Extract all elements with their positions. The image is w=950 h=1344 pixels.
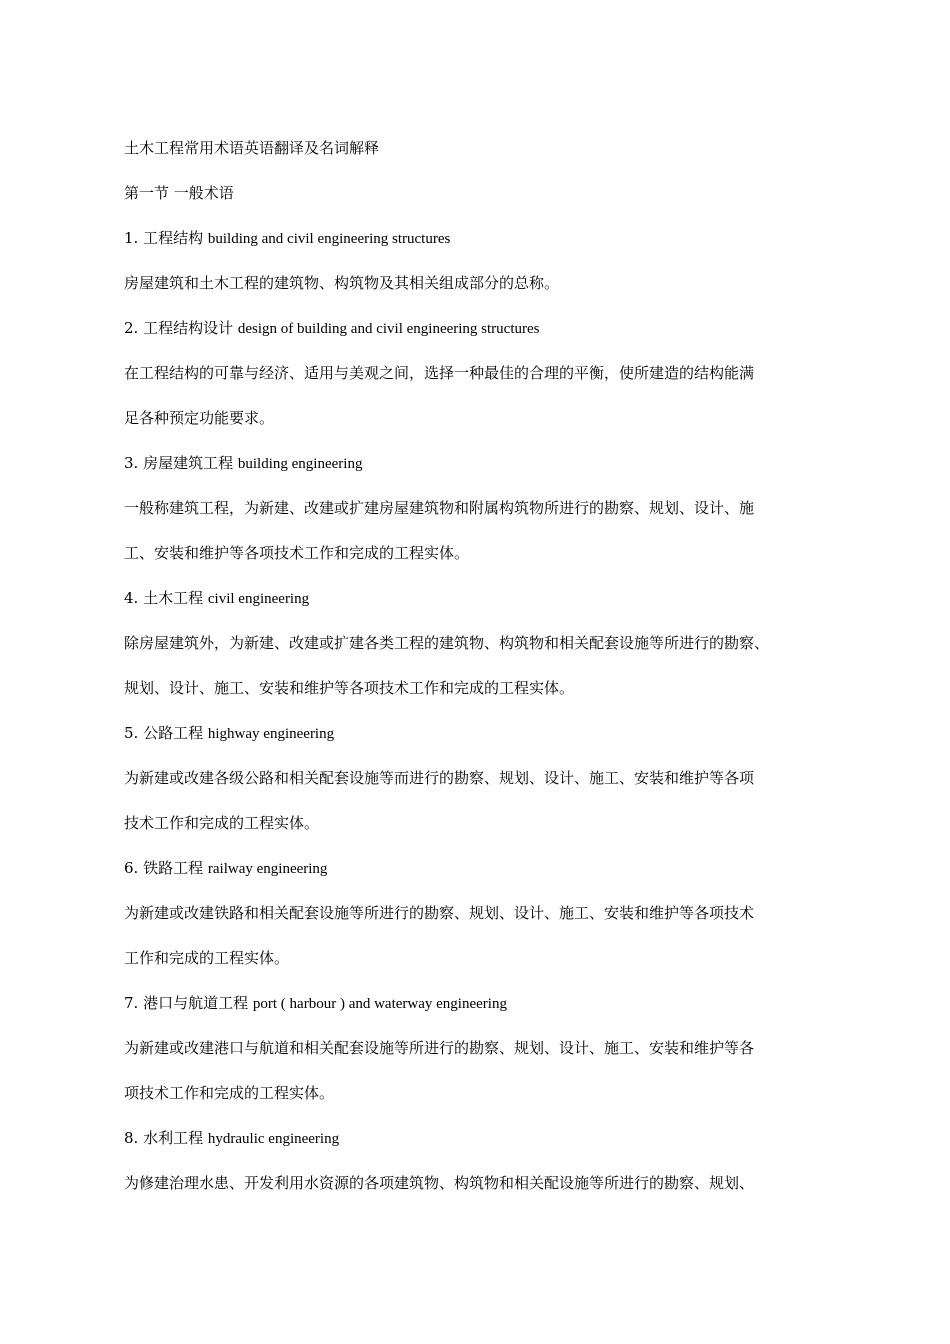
- term-chinese: 房屋建筑工程: [143, 454, 234, 472]
- term-definition-line: 工、安装和维护等各项技术工作和完成的工程实体。: [124, 544, 470, 562]
- term-english: hydraulic engineering: [207, 1131, 340, 1147]
- term-number: 4.: [124, 589, 139, 607]
- term-heading: [124, 846, 834, 891]
- term-number: 1.: [124, 229, 139, 247]
- term-english: railway engineering: [207, 861, 328, 877]
- term-chinese: 港口与航道工程: [143, 994, 249, 1012]
- term-chinese: 工程结构设计: [143, 319, 234, 337]
- term-english: port ( harbour ) and waterway engineering: [252, 996, 507, 1012]
- term-definition-line: 除房屋建筑外，为新建、改建或扩建各类工程的建筑物、构筑物和相关配套设施等所进行的勘察、: [124, 634, 770, 652]
- term-definition-line: 房屋建筑和土木工程的建筑物、构筑物及其相关组成部分的总称。: [124, 274, 560, 292]
- term-number: 3.: [124, 454, 139, 472]
- term-definition-line: 为新建或改建港口与航道和相关配套设施等所进行的勘察、规划、设计、施工、安装和维护等各: [124, 1039, 755, 1057]
- term-number: 5.: [124, 724, 139, 742]
- term-definition-line: 项技术工作和完成的工程实体。: [124, 1084, 335, 1102]
- term-heading: [124, 981, 834, 1026]
- term-definition-line: 技术工作和完成的工程实体。: [124, 814, 320, 832]
- term-chinese: 铁路工程: [143, 859, 204, 877]
- term-heading: [124, 216, 834, 261]
- document-title: 土木工程常用术语英语翻译及名词解释: [124, 139, 380, 157]
- term-chinese: 水利工程: [143, 1129, 204, 1147]
- term-definition-line: 为新建或改建各级公路和相关配套设施等而进行的勘察、规划、设计、施工、安装和维护等各项: [124, 769, 755, 787]
- term-english: design of building and civil engineering structures: [237, 321, 540, 337]
- term-definition-line: 为新建或改建铁路和相关配套设施等所进行的勘察、规划、设计、施工、安装和维护等各项技术: [124, 904, 755, 922]
- term-chinese: 公路工程: [143, 724, 204, 742]
- term-english: building engineering: [237, 456, 363, 472]
- term-english: civil engineering: [207, 591, 310, 607]
- term-chinese: 土木工程: [143, 589, 204, 607]
- term-heading: [124, 306, 834, 351]
- term-definition-line: 为修建治理水患、开发利用水资源的各项建筑物、构筑物和相关配设施等所进行的勘察、规划、: [124, 1174, 755, 1192]
- term-definition-line: 足各种预定功能要求。: [124, 409, 275, 427]
- term-english: building and civil engineering structures: [207, 231, 451, 247]
- term-heading: [124, 576, 834, 621]
- term-english: highway engineering: [207, 726, 335, 742]
- term-definition-line: 一般称建筑工程，为新建、改建或扩建房屋建筑物和附属构筑物所进行的勘察、规划、设计、施: [124, 499, 755, 517]
- term-heading: [124, 1116, 834, 1161]
- term-number: 8.: [124, 1129, 139, 1147]
- term-number: 6.: [124, 859, 139, 877]
- term-definition-line: 工作和完成的工程实体。: [124, 949, 290, 967]
- term-definition-line: 规划、设计、施工、安装和维护等各项技术工作和完成的工程实体。: [124, 679, 575, 697]
- term-chinese: 工程结构: [143, 229, 204, 247]
- term-heading: [124, 441, 834, 486]
- document-body: [124, 126, 834, 1206]
- term-number: 2.: [124, 319, 139, 337]
- terms-list: [124, 216, 834, 1206]
- term-number: 7.: [124, 994, 139, 1012]
- term-heading: [124, 711, 834, 756]
- section-heading: 第一节 一般术语: [124, 184, 234, 202]
- term-definition-line: 在工程结构的可靠与经济、适用与美观之间，选择一种最佳的合理的平衡，使所建造的结构能满: [124, 364, 755, 382]
